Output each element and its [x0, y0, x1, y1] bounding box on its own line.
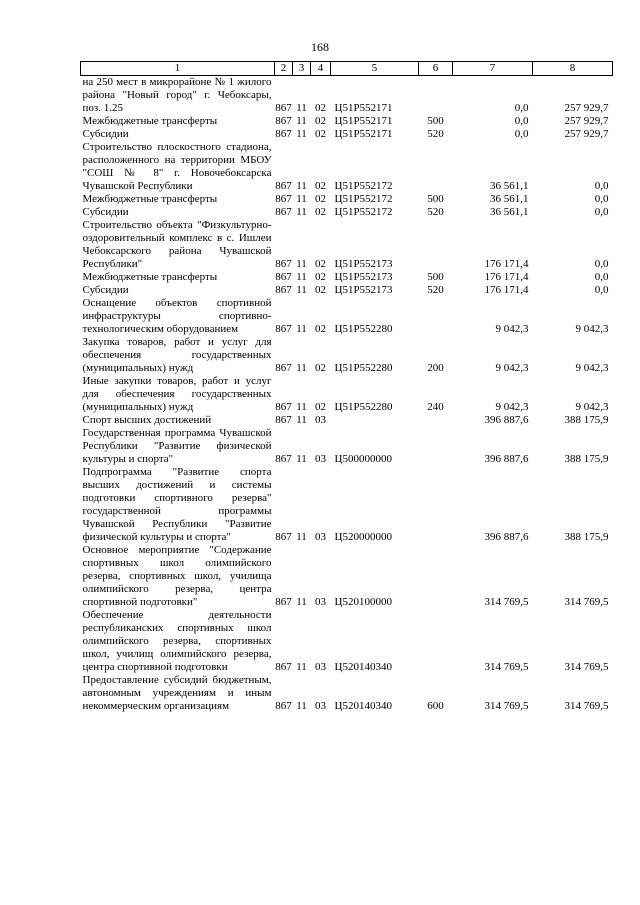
vr-code-cell	[419, 427, 453, 466]
sum-2020-cell: 388 175,9	[564, 453, 609, 465]
table-row	[81, 674, 613, 713]
table-row	[81, 193, 613, 206]
rz-code-cell: 11	[296, 206, 307, 218]
csr-code-cell: Ц51P552172	[334, 180, 393, 192]
vr-code-cell: 600	[427, 700, 444, 712]
gr-code-cell: 867	[275, 401, 292, 413]
table-row	[81, 609, 613, 674]
pr-code-cell: 02	[315, 323, 326, 335]
sum-2020-cell: 0,0	[594, 271, 609, 283]
header-cell: 6	[419, 62, 453, 76]
row-name-cell: Подпрограмма "Развитие спорта высших достижений и системы подготовки спортивного резерва" государственной программы Чувашской Республики "Развитие физической культуры и спорта"	[82, 466, 272, 543]
row-name-cell: Строительство плоскостного стадиона, расположенного на территории МБОУ "СОШ № 8" г. Новочебоксарска Чувашской Республики	[82, 141, 272, 192]
gr-code-cell: 867	[275, 414, 292, 426]
table-row	[81, 427, 613, 466]
row-name-cell: Субсидии	[82, 284, 129, 296]
gr-code-cell: 867	[275, 453, 292, 465]
csr-code-cell: Ц51P552171	[334, 128, 393, 140]
sum-2019-cell: 314 769,5	[484, 661, 529, 673]
vr-code-cell: 500	[427, 271, 444, 283]
sum-2020-cell: 9 042,3	[575, 323, 609, 335]
table-row	[81, 206, 613, 219]
sum-2020-cell: 0,0	[594, 180, 609, 192]
csr-code-cell: Ц51P552173	[334, 271, 393, 283]
csr-code-cell: Ц51P552172	[334, 193, 393, 205]
vr-code-cell: 520	[427, 284, 444, 296]
csr-code-cell: Ц51P552280	[334, 323, 393, 335]
rz-code-cell: 11	[296, 258, 307, 270]
table-row	[81, 284, 613, 297]
sum-2020-cell: 314 769,5	[564, 596, 609, 608]
rz-code-cell: 11	[296, 661, 307, 673]
vr-code-cell	[419, 466, 453, 544]
sum-2020-cell: 314 769,5	[564, 700, 609, 712]
vr-code-cell	[419, 414, 453, 427]
rz-code-cell: 11	[296, 323, 307, 335]
sum-2019-cell: 36 561,1	[490, 193, 529, 205]
header-cell: 1	[81, 62, 275, 76]
pr-code-cell: 03	[315, 414, 326, 426]
sum-2019-cell: 314 769,5	[484, 596, 529, 608]
pr-code-cell: 02	[315, 128, 326, 140]
row-name-cell: Предоставление субсидий бюджетным, автономным учреждениям и иным некоммерческим организациям	[82, 674, 272, 712]
row-name-cell: Закупка товаров, работ и услуг для обеспечения государственных (муниципальных) нужд	[82, 336, 272, 374]
table-row	[81, 271, 613, 284]
sum-2019-cell: 0,0	[514, 115, 529, 127]
sum-2020-cell: 9 042,3	[575, 401, 609, 413]
sum-2019-cell: 36 561,1	[490, 206, 529, 218]
row-name-cell: Межбюджетные трансферты	[82, 193, 218, 205]
vr-code-cell	[419, 297, 453, 336]
csr-code-cell: Ц51P552280	[334, 401, 393, 413]
rz-code-cell: 11	[296, 128, 307, 140]
csr-code-cell: Ц500000000	[334, 453, 392, 465]
table-row	[81, 466, 613, 544]
sum-2019-cell: 396 887,6	[484, 453, 529, 465]
row-name-cell: Субсидии	[82, 128, 129, 140]
gr-code-cell: 867	[275, 661, 292, 673]
sum-2020-cell: 0,0	[594, 193, 609, 205]
table-row	[81, 219, 613, 271]
table-header-row	[81, 62, 613, 76]
gr-code-cell: 867	[275, 180, 292, 192]
budget-table	[80, 61, 613, 713]
row-name-cell: Обеспечение деятельности республиканских спортивных школ олимпийского резерва, спортивных школ, училищ олимпийского резерва, центра спортивной подготовки	[82, 609, 272, 673]
sum-2020-cell: 257 929,7	[564, 115, 609, 127]
row-name-cell: Спорт высших достижений	[82, 414, 212, 426]
gr-code-cell: 867	[275, 128, 292, 140]
gr-code-cell: 867	[275, 284, 292, 296]
gr-code-cell: 867	[275, 271, 292, 283]
sum-2019-cell: 396 887,6	[484, 414, 529, 426]
sum-2019-cell: 396 887,6	[484, 531, 529, 543]
sum-2019-cell: 176 171,4	[484, 258, 529, 270]
row-name-cell: Иные закупки товаров, работ и услуг для обеспечения государственных (муниципальных) нужд	[82, 375, 272, 413]
row-name-cell: Межбюджетные трансферты	[82, 271, 218, 283]
pr-code-cell: 02	[315, 271, 326, 283]
csr-code-cell: Ц51P552280	[334, 362, 393, 374]
row-name-cell: Оснащение объектов спортивной инфраструктуры спортивно-технологическим оборудованием	[82, 297, 272, 335]
gr-code-cell: 867	[275, 193, 292, 205]
pr-code-cell: 03	[315, 596, 326, 608]
sum-2019-cell: 0,0	[514, 128, 529, 140]
csr-code-cell: Ц51P552171	[334, 102, 393, 114]
sum-2020-cell: 0,0	[594, 258, 609, 270]
header-cell: 3	[293, 62, 311, 76]
sum-2019-cell: 314 769,5	[484, 700, 529, 712]
csr-code-cell: Ц51P552173	[334, 258, 393, 270]
pr-code-cell: 02	[315, 401, 326, 413]
header-cell: 2	[275, 62, 293, 76]
gr-code-cell: 867	[275, 115, 292, 127]
pr-code-cell: 03	[315, 700, 326, 712]
header-cell: 7	[453, 62, 533, 76]
pr-code-cell: 02	[315, 115, 326, 127]
vr-code-cell	[419, 609, 453, 674]
pr-code-cell: 02	[315, 102, 326, 114]
gr-code-cell: 867	[275, 596, 292, 608]
sum-2020-cell: 388 175,9	[564, 531, 609, 543]
csr-code-cell: Ц51P552171	[334, 115, 393, 127]
table-row	[81, 414, 613, 427]
gr-code-cell: 867	[275, 362, 292, 374]
sum-2020-cell: 257 929,7	[564, 102, 609, 114]
csr-code-cell: Ц520140340	[334, 661, 392, 673]
sum-2020-cell: 0,0	[594, 206, 609, 218]
csr-code-cell	[331, 414, 419, 427]
table-row	[81, 297, 613, 336]
rz-code-cell: 11	[296, 284, 307, 296]
sum-2020-cell: 388 175,9	[564, 414, 609, 426]
csr-code-cell: Ц520140340	[334, 700, 392, 712]
rz-code-cell: 11	[296, 271, 307, 283]
rz-code-cell: 11	[296, 193, 307, 205]
sum-2019-cell: 36 561,1	[490, 180, 529, 192]
vr-code-cell	[419, 219, 453, 271]
sum-2019-cell: 9 042,3	[495, 401, 529, 413]
csr-code-cell: Ц51P552172	[334, 206, 393, 218]
row-name-cell: на 250 мест в микрорайоне № 1 жилого района "Новый город" г. Чебоксары, поз. 1.25	[82, 76, 272, 114]
pr-code-cell: 03	[315, 531, 326, 543]
vr-code-cell	[419, 141, 453, 193]
pr-code-cell: 02	[315, 258, 326, 270]
rz-code-cell: 11	[296, 700, 307, 712]
table-row	[81, 128, 613, 141]
pr-code-cell: 03	[315, 661, 326, 673]
table-row	[81, 336, 613, 375]
header-cell: 8	[533, 62, 613, 76]
rz-code-cell: 11	[296, 453, 307, 465]
pr-code-cell: 03	[315, 453, 326, 465]
row-name-cell: Субсидии	[82, 206, 129, 218]
sum-2019-cell: 9 042,3	[495, 362, 529, 374]
sum-2019-cell: 176 171,4	[484, 271, 529, 283]
pr-code-cell: 02	[315, 362, 326, 374]
csr-code-cell: Ц520000000	[334, 531, 392, 543]
rz-code-cell: 11	[296, 362, 307, 374]
sum-2020-cell: 257 929,7	[564, 128, 609, 140]
gr-code-cell: 867	[275, 258, 292, 270]
gr-code-cell: 867	[275, 700, 292, 712]
gr-code-cell: 867	[275, 323, 292, 335]
gr-code-cell: 867	[275, 102, 292, 114]
table-row	[81, 544, 613, 609]
pr-code-cell: 02	[315, 284, 326, 296]
row-name-cell: Строительство объекта "Физкультурно-оздоровительный комплекс в с. Ишлеи Чебоксарского района Чувашской Республики"	[82, 219, 272, 270]
vr-code-cell: 520	[427, 206, 444, 218]
vr-code-cell: 240	[427, 401, 444, 413]
rz-code-cell: 11	[296, 115, 307, 127]
sum-2020-cell: 314 769,5	[564, 661, 609, 673]
vr-code-cell	[419, 544, 453, 609]
header-cell: 5	[331, 62, 419, 76]
row-name-cell: Государственная программа Чувашской Республики "Развитие физической культуры и спорта"	[82, 427, 272, 465]
rz-code-cell: 11	[296, 414, 307, 426]
table-row	[81, 115, 613, 128]
row-name-cell: Межбюджетные трансферты	[82, 115, 218, 127]
sum-2020-cell: 0,0	[594, 284, 609, 296]
vr-code-cell	[419, 76, 453, 116]
vr-code-cell: 500	[427, 115, 444, 127]
rz-code-cell: 11	[296, 531, 307, 543]
rz-code-cell: 11	[296, 401, 307, 413]
rz-code-cell: 11	[296, 102, 307, 114]
rz-code-cell: 11	[296, 180, 307, 192]
pr-code-cell: 02	[315, 180, 326, 192]
pr-code-cell: 02	[315, 193, 326, 205]
gr-code-cell: 867	[275, 531, 292, 543]
vr-code-cell: 500	[427, 193, 444, 205]
vr-code-cell: 200	[427, 362, 444, 374]
vr-code-cell: 520	[427, 128, 444, 140]
gr-code-cell: 867	[275, 206, 292, 218]
csr-code-cell: Ц51P552173	[334, 284, 393, 296]
sum-2019-cell: 9 042,3	[495, 323, 529, 335]
table-row	[81, 76, 613, 116]
page-number: 168	[311, 40, 329, 54]
sum-2019-cell: 0,0	[514, 102, 529, 114]
row-name-cell: Основное мероприятие "Содержание спортивных школ олимпийского резерва, спортивных школ, училища олимпийского резерва, центра спортивной подготовки"	[82, 544, 272, 608]
table-row	[81, 375, 613, 414]
rz-code-cell: 11	[296, 596, 307, 608]
table-row	[81, 141, 613, 193]
pr-code-cell: 02	[315, 206, 326, 218]
header-cell: 4	[311, 62, 331, 76]
sum-2019-cell: 176 171,4	[484, 284, 529, 296]
sum-2020-cell: 9 042,3	[575, 362, 609, 374]
csr-code-cell: Ц520100000	[334, 596, 392, 608]
